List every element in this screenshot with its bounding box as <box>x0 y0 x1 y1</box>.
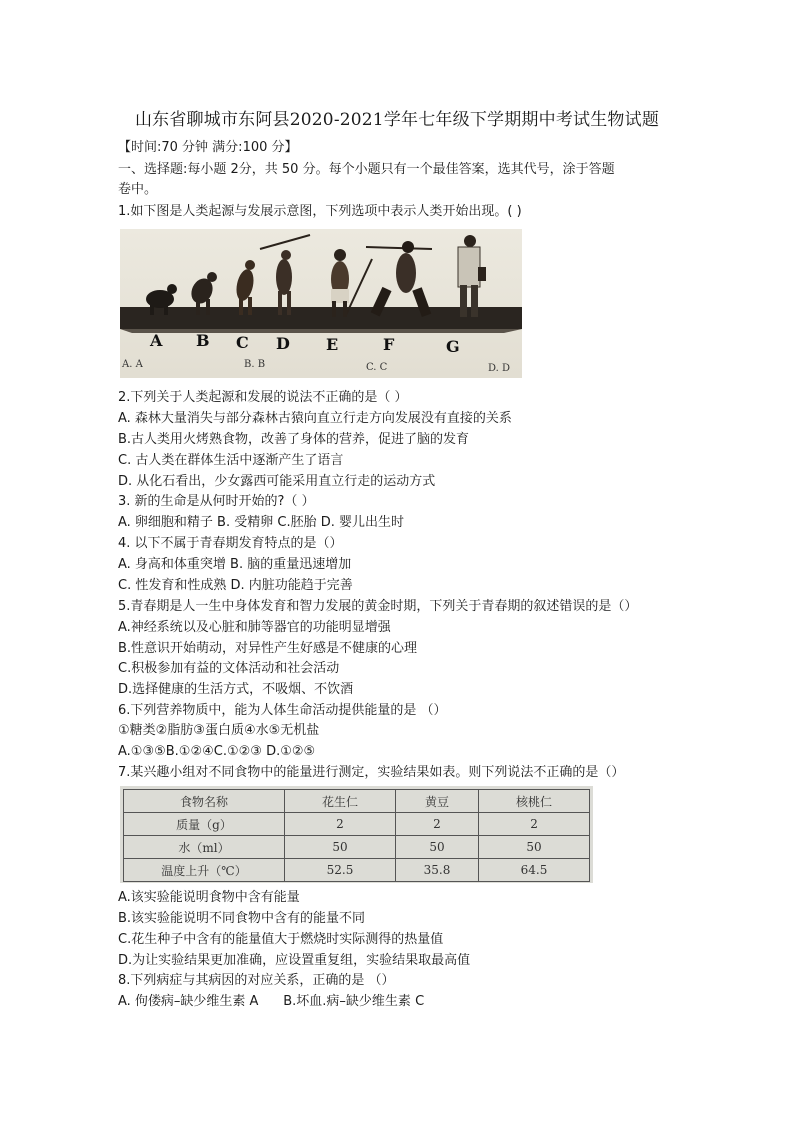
figure-label-g: G <box>446 337 460 356</box>
q1-option-c: C. C <box>366 362 388 373</box>
q5-stem: 5.青春期是人一生中身体发育和智力发展的黄金时期，下列关于青春期的叙述错误的是（） <box>118 599 638 614</box>
table-cell: 50 <box>285 836 396 859</box>
food-energy-table-image <box>120 786 593 883</box>
q7-option-b: B.该实验能说明不同食物中含有的能量不同 <box>118 911 366 926</box>
table-cell: 2 <box>395 813 478 836</box>
q7-option-c: C.花生种子中含有的能量值大于燃烧时实际测得的热量值 <box>118 932 444 947</box>
table-row <box>124 813 590 836</box>
table-header-cell: 花生仁 <box>285 790 396 813</box>
human-evolution-figure <box>120 229 522 378</box>
evolution-illustration <box>120 229 522 378</box>
table-cell: 2 <box>479 813 590 836</box>
q2-stem: 2.下列关于人类起源和发展的说法不正确的是（ ） <box>118 390 408 405</box>
table-header-row <box>124 790 590 813</box>
q4-stem: 4. 以下不属于青春期发育特点的是（） <box>118 536 343 551</box>
q5-option-a: A.神经系统以及心脏和肺等器官的功能明显增强 <box>118 620 391 635</box>
q5-option-c: C.积极参加有益的文体活动和社会活动 <box>118 661 340 676</box>
q1-stem: 1.如下图是人类起源与发展示意图，下列选项中表示人类开始出现。( ) <box>118 204 522 219</box>
q5-option-d: D.选择健康的生活方式，不吸烟、不饮酒 <box>118 682 354 697</box>
q1-option-b: B. B <box>244 359 266 370</box>
q2-option-c: C. 古人类在群体生活中逐渐产生了语言 <box>118 453 344 468</box>
figure-label-c: C <box>236 333 249 352</box>
q3-stem: 3. 新的生命是从何时开始的?（ ） <box>118 494 315 509</box>
q1-option-a: A. A <box>122 359 143 370</box>
section-intro-line1: 一、选择题:每小题 2分，共 50 分。每个小题只有一个最佳答案，选其代号，涂于答题 <box>118 162 615 177</box>
figure-label-b: B <box>196 331 210 350</box>
q6-stem: 6.下列营养物质中，能为人体生命活动提供能量的是 （） <box>118 703 447 718</box>
q8-stem: 8.下列病症与其病因的对应关系，正确的是 （） <box>118 973 395 988</box>
document-title: 山东省聊城市东阿县2020-2021学年七年级下学期期中考试生物试题 <box>134 110 660 130</box>
food-energy-table <box>123 789 590 882</box>
q4-options-line1: A. 身高和体重突增 B. 脑的重量迅速增加 <box>118 557 352 572</box>
q2-option-a: A. 森林大量消失与部分森林古猿向直立行走方向发展没有直接的关系 <box>118 411 512 426</box>
exam-meta: 【时间:70 分钟 满分:100 分】 <box>118 140 298 155</box>
table-cell: 52.5 <box>285 859 396 882</box>
q5-option-b: B.性意识开始萌动，对异性产生好感是不健康的心理 <box>118 641 418 656</box>
q8-options: A. 佝偻病–缺少维生素 A B.坏血.病–缺少维生素 C <box>118 994 425 1009</box>
q3-options: A. 卵细胞和精子 B. 受精卵 C.胚胎 D. 婴儿出生时 <box>118 515 404 530</box>
table-cell: 50 <box>479 836 590 859</box>
table-cell: 温度上升（℃） <box>124 859 285 882</box>
table-cell: 水（ml） <box>124 836 285 859</box>
q2-option-b: B.古人类用火烤熟食物，改善了身体的营养，促进了脑的发育 <box>118 432 470 447</box>
table-cell: 50 <box>395 836 478 859</box>
table-row <box>124 859 590 882</box>
q7-option-a: A.该实验能说明食物中含有能量 <box>118 890 300 905</box>
q6-options: A.①③⑤B.①②④C.①②③ D.①②⑤ <box>118 744 316 759</box>
q7-stem: 7.某兴趣小组对不同食物中的能量进行测定，实验结果如表。则下列说法不正确的是（） <box>118 765 625 780</box>
table-header-cell: 黄豆 <box>395 790 478 813</box>
figure-label-d: D <box>276 334 290 353</box>
q6-items: ①糖类②脂肪③蛋白质④水⑤无机盐 <box>118 723 320 738</box>
q4-options-line2: C. 性发育和性成熟 D. 内脏功能趋于完善 <box>118 578 353 593</box>
q1-option-d: D. D <box>488 363 511 374</box>
section-intro-line2: 卷中。 <box>118 182 158 197</box>
table-cell: 2 <box>285 813 396 836</box>
table-cell: 质量（g） <box>124 813 285 836</box>
table-row <box>124 836 590 859</box>
figure-label-a: A <box>150 331 163 350</box>
figure-label-f: F <box>383 335 395 354</box>
table-cell: 64.5 <box>479 859 590 882</box>
table-cell: 35.8 <box>395 859 478 882</box>
table-header-cell: 核桃仁 <box>479 790 590 813</box>
q7-option-d: D.为让实验结果更加准确，应设置重复组，实验结果取最高值 <box>118 953 471 968</box>
table-header-cell: 食物名称 <box>124 790 285 813</box>
figure-label-e: E <box>326 335 339 354</box>
q2-option-d: D. 从化石看出，少女露西可能采用直立行走的运动方式 <box>118 474 436 489</box>
